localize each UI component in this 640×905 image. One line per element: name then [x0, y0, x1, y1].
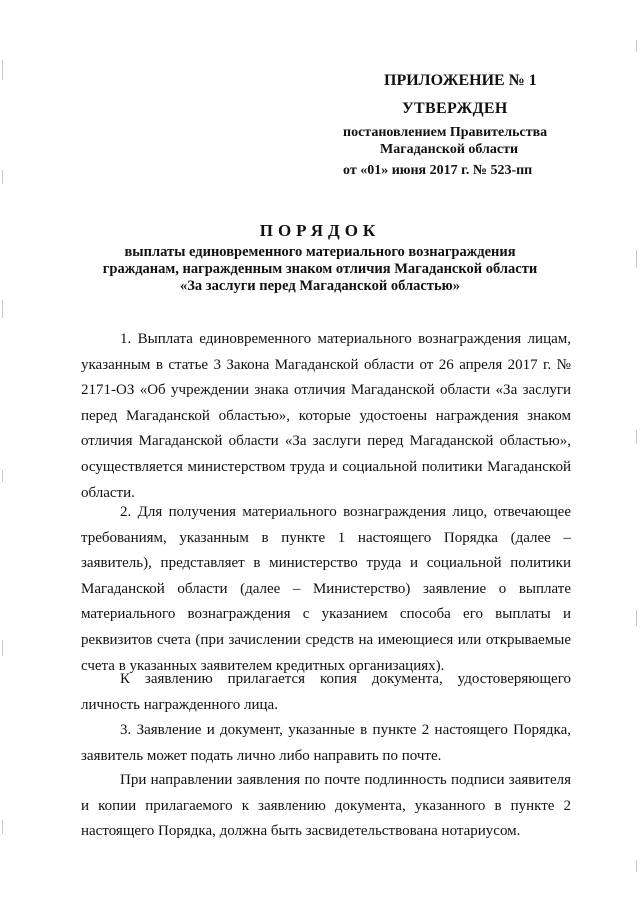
document-subtitle-line-2: гражданам, награжденным знаком отличия Магаданской области: [102, 261, 538, 277]
paragraph-2: 2. Для получения материального вознаграждения лицо, отвечающее требованиям, указанным в пункте 1 настоящего Порядка (далее – заявитель), представляет в министерство труда и социальной политики Магаданской области (далее – Министерство) заявление о выплате материального вознаграждения с указанием способа его выплаты и реквизитов счета (при зачислении средств на имеющиеся или открываемые счета в указанных заявителем кредитных организациях).: [81, 504, 571, 674]
approved-label: УТВЕРЖДЕН: [402, 100, 508, 117]
document-subtitle-line-3: «За заслуги перед Магаданской областью»: [180, 278, 460, 294]
document-subtitle-line-1: выплаты единовременного материального вознаграждения: [124, 244, 516, 260]
decree-date-number: от «01» июня 2017 г. № 523-пп: [343, 163, 533, 178]
paragraph-1: 1. Выплата единовременного материального вознаграждения лицам, указанным в статье 3 Закона Магаданской области от 26 апреля 2017 г. № 2171-ОЗ «Об учреждении знака отличия Магаданской области «За заслуги перед Магаданской областью», которые удостоены награждения знаком отличия Магаданской области «За заслуги перед Магаданской областью», осуществляется министерством труда и социальной политики Магаданской области.: [81, 331, 571, 501]
paragraph-3-postal: При направлении заявления по почте подлинность подписи заявителя и копии прилагаемого к заявлению документа, указанного в пункте 2 настоящего Порядка, должна быть засвидетельствована нотариусом.: [81, 772, 571, 840]
left-margin-scan-marks: [0, 0, 6, 905]
appendix-label: ПРИЛОЖЕНИЕ № 1: [384, 72, 537, 89]
paragraph-3: 3. Заявление и документ, указанные в пункте 2 настоящего Порядка, заявитель может подать лично либо направить по почте.: [81, 722, 571, 764]
paragraph-2-attachment: К заявлению прилагается копия документа, удостоверяющего личность награжденного лица.: [81, 671, 571, 713]
decree-line-1: постановлением Правительства: [343, 125, 548, 140]
document-title: ПОРЯДОК: [259, 221, 381, 240]
decree-line-2: Магаданской области: [380, 142, 519, 157]
right-margin-scan-marks: [634, 0, 640, 905]
